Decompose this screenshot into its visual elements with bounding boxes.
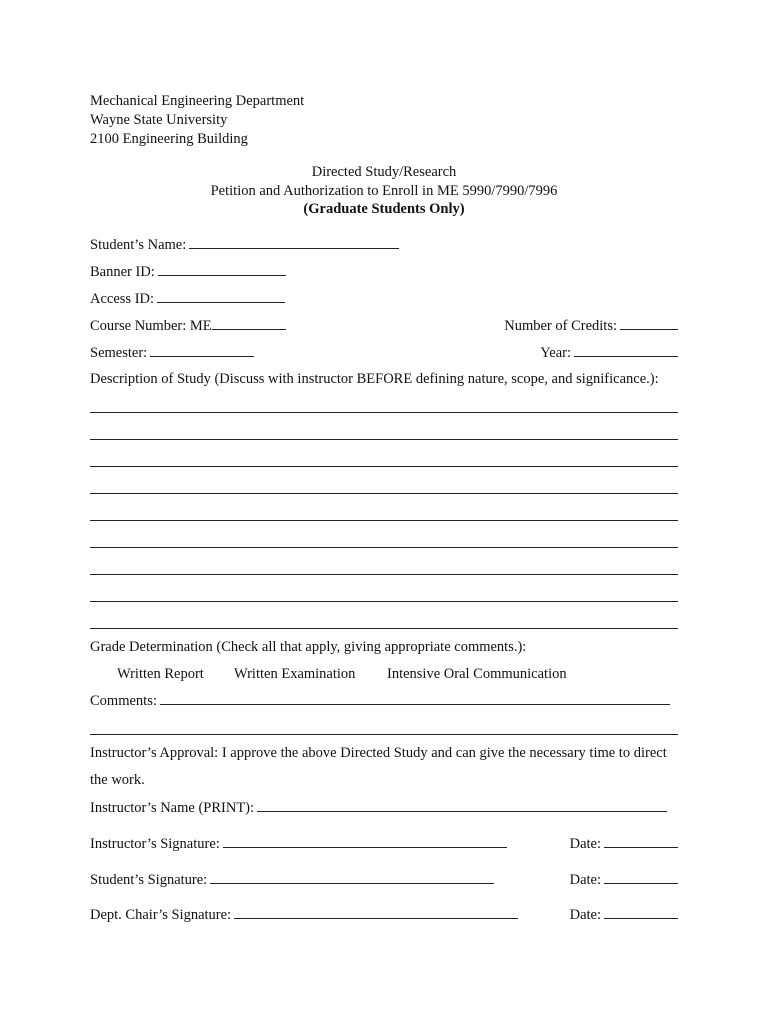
semester-row	[90, 342, 678, 362]
student-signature-field[interactable]	[210, 869, 494, 884]
approval-statement-row	[90, 743, 678, 763]
banner-id-field[interactable]	[158, 261, 286, 276]
credits-field[interactable]	[620, 315, 678, 330]
student-date-group	[570, 869, 678, 890]
year-group	[540, 342, 678, 363]
comments-field[interactable]	[160, 690, 670, 705]
credits-label: Number of Credits:	[504, 318, 617, 334]
instructor-date-label: Date:	[569, 836, 601, 852]
course-number-field[interactable]	[212, 315, 286, 330]
description-line-5[interactable]	[90, 520, 678, 521]
chair-date-label: Date:	[569, 907, 601, 923]
student-name-row	[90, 234, 678, 254]
grade-options	[90, 664, 678, 684]
approval-statement-continued: the work.	[90, 772, 145, 788]
student-name-label: Student’s Name:	[90, 237, 187, 253]
instructor-name-label: Instructor’s Name (PRINT):	[90, 800, 255, 816]
course-number-label: Course Number: ME	[90, 318, 212, 334]
chair-date-field[interactable]	[604, 904, 678, 919]
approval-statement-row-2	[90, 770, 678, 790]
approval-statement: Instructor’s Approval: I approve the above Directed Study and can give the necessary time to direct	[90, 745, 667, 761]
department-name: Mechanical Engineering Department	[90, 93, 305, 109]
university-name: Wayne State University	[90, 112, 228, 128]
access-id-label: Access ID:	[90, 291, 155, 307]
description-line-1[interactable]	[90, 412, 678, 413]
comments-label: Comments:	[90, 693, 157, 709]
semester-field[interactable]	[150, 342, 254, 357]
description-row	[90, 369, 678, 389]
year-label: Year:	[540, 345, 571, 361]
student-date-field[interactable]	[604, 869, 678, 884]
option-written-examination[interactable]: Written Examination	[234, 666, 356, 682]
chair-signature-row	[90, 904, 678, 924]
description-line-7[interactable]	[90, 574, 678, 575]
title-line-2: Petition and Authorization to Enroll in ME 5990/7990/7996	[210, 182, 558, 199]
chair-date-group	[570, 904, 678, 925]
instructor-name-field[interactable]	[257, 797, 667, 812]
description-line-9[interactable]	[90, 628, 678, 629]
description-line-8[interactable]	[90, 601, 678, 602]
banner-id-row	[90, 261, 678, 281]
option-written-report[interactable]: Written Report	[117, 666, 204, 682]
year-field[interactable]	[574, 342, 678, 357]
student-name-field[interactable]	[189, 234, 399, 249]
description-line-6[interactable]	[90, 547, 678, 548]
student-date-label: Date:	[569, 872, 601, 888]
description-line-2[interactable]	[90, 439, 678, 440]
chair-signature-label: Dept. Chair’s Signature:	[90, 907, 232, 923]
credits-group	[504, 315, 678, 336]
comments-row	[90, 690, 678, 710]
department-address	[90, 92, 304, 149]
grade-determination-row	[90, 637, 678, 657]
option-intensive-oral-communication[interactable]: Intensive Oral Communication	[387, 666, 567, 682]
student-signature-label: Student’s Signature:	[90, 872, 208, 888]
description-label: Description of Study (Discuss with instructor BEFORE defining nature, scope, and significance.):	[90, 371, 659, 387]
instructor-date-field[interactable]	[604, 833, 678, 848]
instructor-name-row	[90, 797, 678, 817]
semester-label: Semester:	[90, 345, 148, 361]
title-line-3: (Graduate Students Only)	[303, 201, 465, 217]
title-line-1: Directed Study/Research	[311, 164, 457, 180]
instructor-signature-label: Instructor’s Signature:	[90, 836, 220, 852]
access-id-field[interactable]	[157, 288, 285, 303]
access-id-row	[90, 288, 678, 308]
instructor-signature-field[interactable]	[223, 833, 507, 848]
instructor-date-group	[570, 833, 678, 854]
banner-id-label: Banner ID:	[90, 264, 155, 280]
form-title	[0, 163, 768, 219]
description-line-3[interactable]	[90, 466, 678, 467]
student-signature-row	[90, 869, 678, 889]
course-number-row	[90, 315, 678, 335]
comments-line-2[interactable]	[90, 734, 678, 735]
grade-determination-label: Grade Determination (Check all that apply, giving appropriate comments.):	[90, 639, 527, 655]
building-address: 2100 Engineering Building	[90, 131, 248, 147]
instructor-signature-row	[90, 833, 678, 853]
description-line-4[interactable]	[90, 493, 678, 494]
chair-signature-field[interactable]	[234, 904, 518, 919]
